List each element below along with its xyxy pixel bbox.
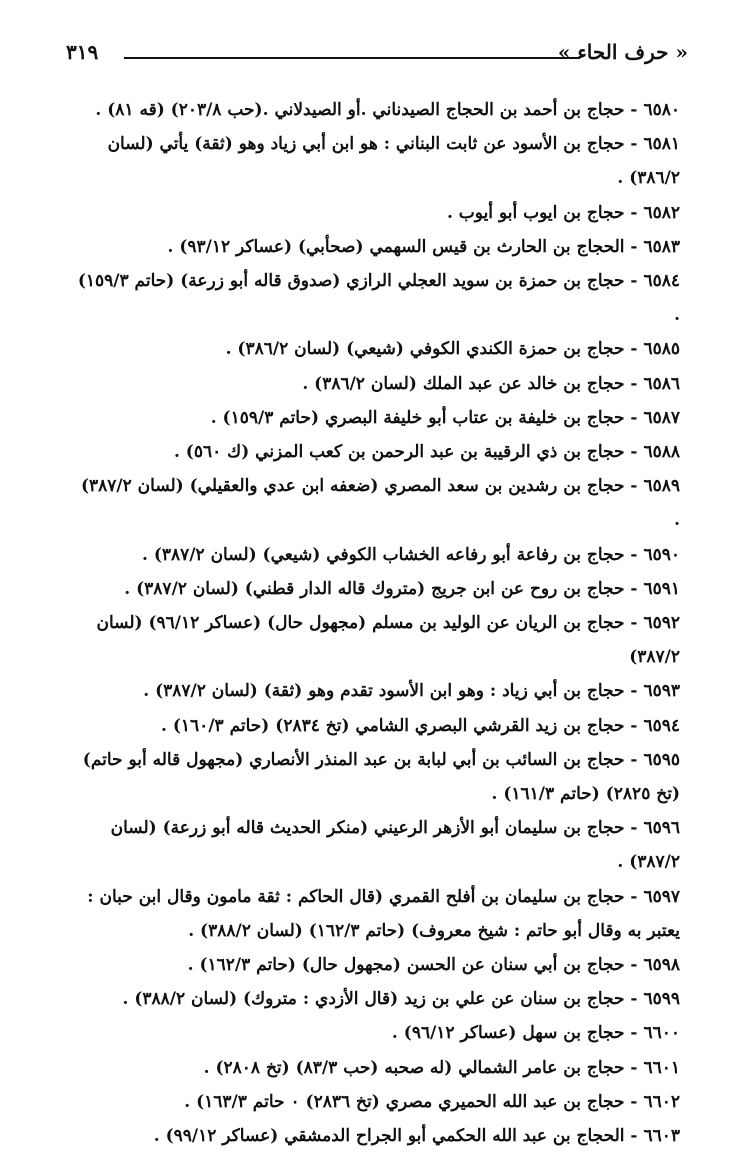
list-item bbox=[70, 127, 680, 195]
entry-number: ٦٥٩٢ bbox=[643, 613, 680, 634]
list-item bbox=[70, 367, 680, 401]
entry-number: ٦٥٨٧ bbox=[643, 407, 680, 428]
list-item bbox=[70, 709, 680, 743]
entry-text: - حجاج بن سليمان بن أفلح القمري (قال الحاكم : ثقة مامون وقال ابن حبان : يعتبر به وقال أبو حاتم : شيخ معروف) (حاتم ١٦٢/٣) (لسان ٣٨٨/٢) . bbox=[87, 886, 680, 941]
list-item bbox=[70, 982, 680, 1016]
entry-text: - حجاج بن سنان عن علي بن زيد (قال الأزدي : متروك) (لسان ٣٨٨/٢) . bbox=[122, 989, 638, 1010]
entry-text: - حجاج بن زيد القرشي البصري الشامي (تخ ٢٨٣٤) (حاتم ١٦٠/٣) . bbox=[161, 715, 638, 736]
entry-number: ٦٥٨١ bbox=[643, 134, 680, 155]
list-item bbox=[70, 196, 680, 230]
entry-number: ٦٥٩٠ bbox=[643, 544, 680, 565]
entry-text: - حجاج بن رفاعة أبو رفاعه الخشاب الكوفي (شيعي) (لسان ٣٨٧/٢) . bbox=[142, 544, 638, 565]
entry-number: ٦٥٨٦ bbox=[643, 373, 680, 394]
entry-text: - حجاج بن حمزة بن سويد العجلي الرازي (صدوق قاله أبو زرعة) (حاتم ١٥٩/٣) . bbox=[77, 271, 680, 326]
entry-text: - حجاج بن عامر الشمالي (له صحبه (حب ٨٣/٣) (تخ ٢٨٠٨) . bbox=[203, 1057, 638, 1078]
entry-number: ٦٥٨٥ bbox=[643, 339, 680, 360]
page-number: ٣١٩ bbox=[66, 40, 99, 64]
entry-text: - حجاج بن أبي زياد : وهو ابن الأسود تقدم وهو (ثقة) (لسان ٣٨٧/٢) . bbox=[143, 681, 638, 702]
chapter-title: « حرف الحاء » bbox=[557, 40, 688, 64]
entry-text: - حجاج بن رشدين بن سعد المصري (ضعفه ابن عدي والعقيلي) (لسان ٣٨٧/٢) . bbox=[80, 476, 680, 531]
list-item bbox=[70, 1085, 680, 1119]
list-item bbox=[70, 435, 680, 469]
entry-number: ٦٥٩٨ bbox=[643, 955, 680, 976]
entry-number: ٦٥٩١ bbox=[643, 578, 680, 599]
entry-number: ٦٥٨٠ bbox=[643, 100, 680, 120]
list-item bbox=[70, 811, 680, 879]
entry-text: - حجاج بن أبي سنان عن الحسن (مجهول حال) (حاتم ١٦٢/٣) . bbox=[187, 955, 638, 976]
entry-number: ٦٥٨٩ bbox=[643, 476, 680, 497]
entry-number: ٦٥٩٣ bbox=[643, 681, 680, 702]
page-header bbox=[66, 40, 688, 74]
entry-number: ٦٥٨٢ bbox=[643, 202, 680, 223]
entry-text: - حجاج بن حمزة الكندي الكوفي (شيعي) (لسان ٣٨٦/٢) . bbox=[225, 339, 638, 360]
entry-text: - حجاج بن السائب بن أبي لبابة بن عبد المنذر الأنصاري (مجهول قاله أبو حاتم) (تخ ٢٨٢٥) (حاتم ١٦١/٣) . bbox=[82, 749, 680, 805]
entry-number: ٦٥٩٧ bbox=[643, 886, 680, 907]
entry-text: - حجاج بن أحمد بن الحجاج الصيدناني .أو الصيدلاني .(حب ٢٠٣/٨) (قه ٨١) . bbox=[95, 100, 638, 120]
list-item bbox=[70, 572, 680, 606]
entry-text: - حجاج بن ايوب أبو أيوب . bbox=[446, 202, 638, 223]
entry-number: ٦٥٨٨ bbox=[643, 442, 680, 463]
list-item bbox=[70, 264, 680, 332]
list-item bbox=[70, 401, 680, 435]
entry-text: - حجاج بن الأسود عن ثابت البناني : هو ابن أبي زياد وهو (ثقة) يأتي (لسان ٣٨٦/٢) . bbox=[107, 134, 680, 189]
list-item bbox=[70, 948, 680, 982]
list-item bbox=[70, 674, 680, 708]
entry-text: - الحجاج بن الحارث بن قيس السهمي (صحأبي) (عساكر ٩٣/١٢) . bbox=[167, 236, 638, 257]
entry-text: - حجاج بن روح عن ابن جريج (متروك قاله الدار قطني) (لسان ٣٨٧/٢) . bbox=[124, 578, 638, 599]
entry-number: ٦٥٩٥ bbox=[643, 749, 680, 770]
entry-text: - حجاج بن خليفة بن عتاب أبو خليفة البصري (حاتم ١٥٩/٣) . bbox=[210, 407, 638, 428]
list-item bbox=[70, 1016, 680, 1050]
entry-number: ٦٦٠١ bbox=[643, 1057, 680, 1078]
list-item bbox=[70, 332, 680, 366]
entry-text: - حجاج بن سليمان أبو الأزهر الرعيني (منكر الحديث قاله أبو زرعة) (لسان ٣٨٧/٢) . bbox=[110, 818, 680, 873]
header-divider bbox=[124, 57, 580, 59]
entry-number: ٦٥٨٣ bbox=[643, 236, 680, 257]
list-item bbox=[70, 538, 680, 572]
entry-number: ٦٥٩٦ bbox=[643, 818, 680, 839]
entry-text: - حجاج بن الريان عن الوليد بن مسلم (مجهول حال) (عساكر ٩٦/١٢) (لسان ٣٨٧/٢) bbox=[96, 613, 680, 668]
list-item bbox=[70, 1119, 680, 1153]
list-item bbox=[70, 743, 680, 811]
list-item bbox=[70, 230, 680, 264]
entry-number: ٦٥٩٤ bbox=[643, 715, 680, 736]
entry-number: ٦٦٠٢ bbox=[643, 1091, 680, 1112]
entry-text: - حجاج بن ذي الرقيبة بن عبد الرحمن بن كعب المزني (ك ٥٦٠) . bbox=[173, 442, 638, 463]
list-item bbox=[70, 880, 680, 948]
entry-number: ٦٦٠٣ bbox=[643, 1126, 680, 1147]
entry-list bbox=[70, 93, 680, 1153]
entry-text: - حجاج بن خالد عن عبد الملك (لسان ٣٨٦/٢) . bbox=[302, 373, 638, 394]
entry-number: ٦٦٠٠ bbox=[643, 1023, 680, 1044]
list-item bbox=[70, 93, 680, 127]
entry-number: ٦٥٩٩ bbox=[643, 989, 680, 1010]
entry-number: ٦٥٨٤ bbox=[643, 271, 680, 292]
entry-text: - الحجاج بن عبد الله الحكمي أبو الجراح الدمشقي (عساكر ٩٩/١٢) . bbox=[153, 1126, 638, 1147]
list-item bbox=[70, 606, 680, 674]
entry-text: - حجاج بن عبد الله الحميري مصري (تخ ٢٨٣٦) ٠ حاتم ١٦٣/٣) . bbox=[184, 1091, 638, 1112]
list-item bbox=[70, 469, 680, 537]
entry-text: - حجاج بن سهل (عساكر ٩٦/١٢) . bbox=[391, 1023, 638, 1044]
